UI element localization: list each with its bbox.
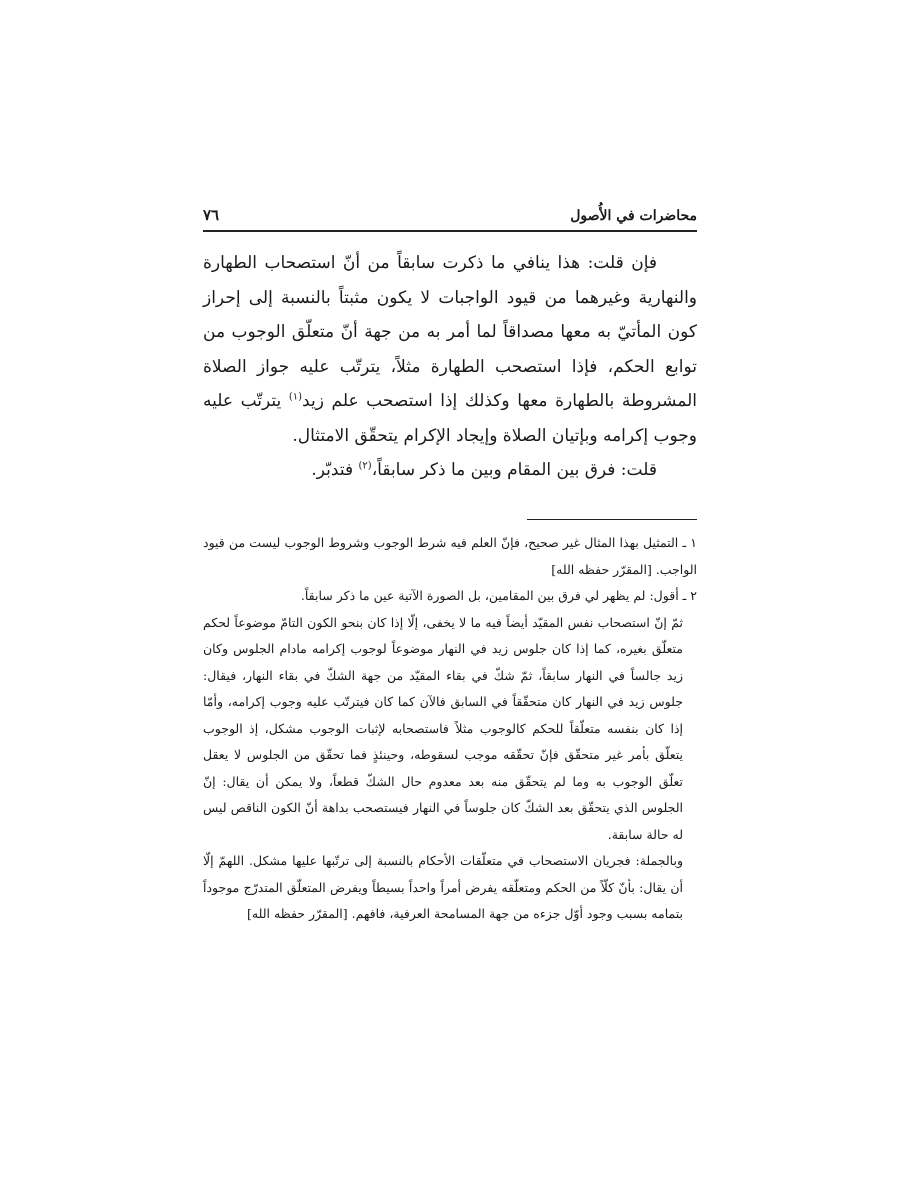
footnote-2-body: ثمّ إنّ استصحاب نفس المقيّد أيضاً فيه ما لا يخفى، إلّا إذا كان بنحو الكون التامّ موضوعاً لحكم متعلّق بغيره، كما إذا كان جلوس زيد في النهار موضوعاً لوجوب إكرامه مادام الجلوس وكان زيد جالساً في النهار سابقاً، ثمّ شكّ في بقاء المقيّد من جهة الشكّ في بقاء النهار، فيقال: جلوس زيد في النهار كان متحقّقاً في السابق فالآن كما كان فيترتّب عليه وجوب إكرامه، وأمّا إذا كان بنفسه متعلّقاً للحكم كالوجوب مثلاً فاستصحابه لإثبات الوجوب مشكل، إذ الوجوب يتعلّق بأمر غير متحقّق فإنّ تحقّقه موجب لسقوطه، وحينئذٍ فما تحقّق من الجلوس لا يعقل تعلّق الوجوب به وما لم يتحقّق منه بعد معدوم حال الشكّ قطعاً، ولا يمكن أن يقال: إنّ الجلوس الذي يتحقّق بعد الشكّ كان جلوساً في النهار فيستصحب بداهة أنّ الكون الناقص ليس له حالة سابقة.: [203, 614, 683, 842]
footnotes: [203, 530, 697, 928]
footnote-divider: [527, 519, 697, 520]
main-text: [203, 246, 697, 488]
footnote-1: ١ ـ التمثيل بهذا المثال غير صحيح، فإنّ العلم فيه شرط الوجوب وشروط الوجوب ليست من قيود الواجب. [المقرّر حفظه الله]: [203, 535, 697, 577]
paragraph-reply: [203, 453, 697, 488]
paragraph-objection-end: يترتّب عليه وجوب إكرامه وبإتيان الصلاة وإيجاد الإكرام يتحقّق الامتثال.: [203, 391, 697, 446]
paragraph-reply-text: قلت: فرق بين المقام وبين ما ذكر سابقاً،: [371, 460, 657, 480]
paragraph-reply-end: فتدبّر.: [311, 460, 359, 480]
paragraph-objection-text: فإن قلت: هذا ينافي ما ذكرت سابقاً من أنّ استصحاب الطهارة والنهارية وغيرهما من قيود الواجبات لا يكون مثبتاً بالنسبة إلى إحراز كون المأتيّ به معها مصداقاً لما أمر به من جهة أنّ متعلّق الوجوب من توابع الحكم، فإذا استصحب الطهارة مثلاً، يترتّب عليه جواز الصلاة المشروطة بالطهارة معها وكذلك إذا استصحب علم زيد: [203, 253, 697, 411]
footnote-ref-1: (١): [288, 391, 303, 403]
paragraph-objection: [203, 246, 697, 453]
running-header: [203, 200, 697, 232]
book-title: محاضرات في الأُصول: [570, 208, 697, 224]
footnote-2-conclusion: وبالجملة: فجريان الاستصحاب في متعلّقات الأحكام بالنسبة إلى ترتّبها عليها مشكل. اللهمّ إلّا أن يقال: بأنّ كلّاً من الحكم ومتعلّقه يفرض أمراً واحداً بسيطاً ويفرض المتعلّق المتدرّج موجوداً بتمامه بسبب وجود أوّل جزءه من جهة المسامحة العرفية، فافهم. [المقرّر حفظه الله]: [203, 853, 683, 921]
footnote-2-intro: ٢ ـ أقول: لم يظهر لي فرق بين المقامين، بل الصورة الآتية عين ما ذكر سابقاً.: [300, 588, 697, 603]
page-number: ٧٦: [203, 206, 220, 224]
footnote-ref-2: (٢): [358, 460, 372, 472]
